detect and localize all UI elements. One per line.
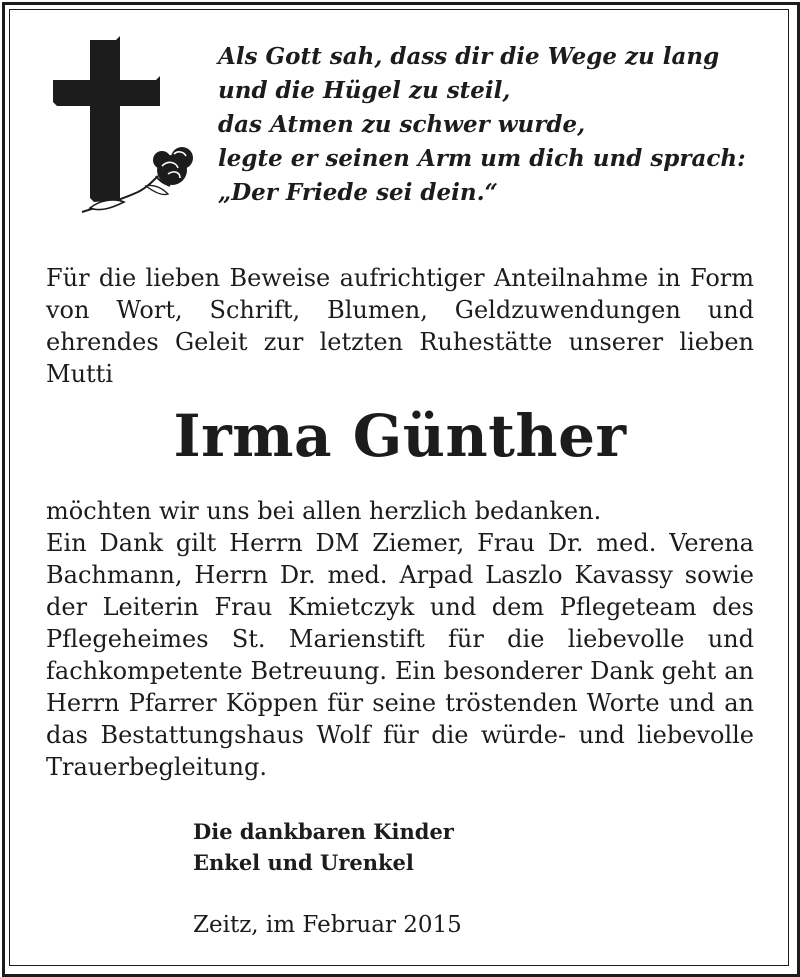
signature <box>193 816 454 878</box>
verse-line: „Der Friede sei dein.“ <box>218 179 498 206</box>
place-date: Zeitz, im Februar 2015 <box>193 912 462 938</box>
cross-vertical-beam <box>90 36 120 202</box>
signature-line: Enkel und Urenkel <box>193 850 414 875</box>
cross-with-rose-icon <box>50 36 200 216</box>
thanks-line: möchten wir uns bei allen herzlich bedanken. <box>46 497 602 525</box>
verse-line: Als Gott sah, dass dir die Wege zu lang <box>218 43 720 70</box>
intro-paragraph: Für die lieben Beweise aufrichtiger Anteilnahme in Form von Wort, Schrift, Blumen, Geldzuwendungen und ehrendes Geleit zur letzten Ruhestätte unserer lieben Mutti <box>46 264 754 388</box>
signature-line: Die dankbaren Kinder <box>193 819 454 844</box>
thanks-paragraph <box>46 495 754 783</box>
verse-line: und die Hügel zu steil, <box>218 77 511 104</box>
deceased-name: Irma Günther <box>173 402 627 470</box>
verse-line: das Atmen zu schwer wurde, <box>218 111 586 138</box>
rose-blossom <box>153 147 193 186</box>
verse <box>218 40 778 210</box>
verse-line: legte er seinen Arm um dich und sprach: <box>218 145 746 172</box>
rose-leaf <box>146 185 168 194</box>
cross-horizontal-beam <box>53 76 160 106</box>
thanks-body: Ein Dank gilt Herrn DM Ziemer, Frau Dr. med. Verena Bachmann, Herrn Dr. med. Arpad Laszlo Kavassy sowie der Leiterin Frau Kmietczyk und dem Pflegeteam des Pflegeheimes St. Marienstift für die liebevolle und fachkompetente Betreuung. Ein besonderer Dank geht an Herrn Pfarrer Köppen für seine tröstenden Worte und an das Bestattungshaus Wolf für die würde- und liebevolle Trauerbegleitung. <box>46 529 754 781</box>
